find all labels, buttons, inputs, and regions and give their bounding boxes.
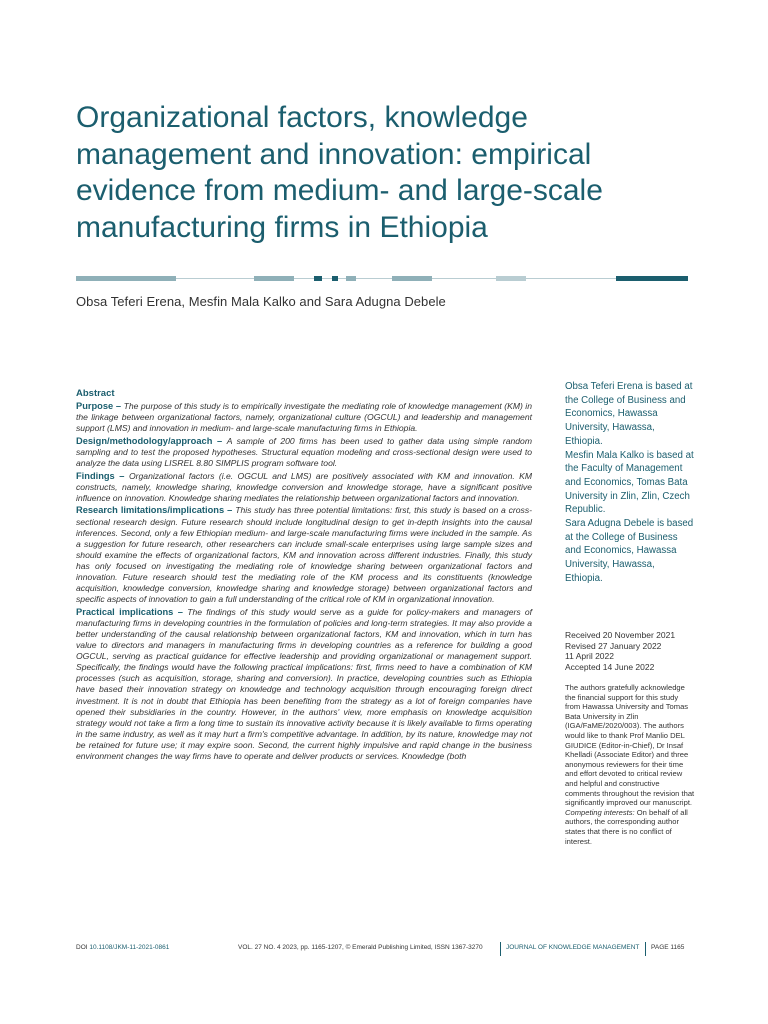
footer-divider: [645, 942, 646, 956]
abstract-practical: Practical implications – The findings of this study would serve as a guide for policy-makers and managers of manufacturing firms in developing countries in the formulation of policies and long-term strategies. It may also provide a better understanding of the causal relationship between organizational factors, KM and innovation, which in turn has value to directors and managers in manufacturing firms in developing countries as a reference for building a good OGCUL, serving as practical guidance for effective leadership and providing organizational or management support. Specifically, the findings would have the following practical implications: first, firms need to have a combination of KM processes (such as acquisition, storage, sharing and conversion). In practice, developing countries such as Ethiopia have based their innovation strategy on knowledge and technology acquisition through encouraging foreign direct investment. It is not in doubt that Ethiopia has been benefiting from the strategy as a lot of foreign companies have opened their subsidiaries in the country. However, in the authors' view, more emphasis on knowledge acquisition strategy would not take a firm a long time to sustain its innovative activity because it is likely available to firms operating in the same industry, as well as it may hurt a firm's competitive advantage. In addition, by its nature, knowledge may not be retained for future use; it may expire soon. Second, the current highly impulsive and rapid change in the business environment changes the way firms have to operate and deliver products or services. Knowledge (both: [76, 606, 532, 761]
article-title: Organizational factors, knowledge management and innovation: empirical evidence from medium- and large-scale manufacturing firms in Ethiopia: [76, 101, 603, 244]
revised-date: Revised 27 January 2022: [565, 640, 662, 651]
volume-info: VOL. 27 NO. 4 2023, pp. 1165-1207, © Emerald Publishing Limited, ISSN 1367-3270: [238, 944, 483, 951]
acknowledgement: [565, 683, 695, 846]
title-divider: [76, 276, 688, 281]
doi-link[interactable]: 10.1108/JKM-11-2021-0861: [89, 944, 170, 951]
abstract: [76, 388, 532, 764]
abstract-heading: Abstract: [76, 388, 115, 399]
page-footer: [76, 942, 688, 956]
page-number: PAGE 1165: [651, 944, 685, 951]
received-date: Received 20 November 2021: [565, 630, 676, 640]
affiliation-3: Sara Adugna Debele is based at the College of Business and Economics, Hawassa University, Hawassa, Ethiopia.: [565, 518, 694, 584]
doi: DOI 10.1108/JKM-11-2021-0861: [76, 944, 170, 951]
author-list: Obsa Teferi Erena, Mesfin Mala Kalko and Sara Adugna Debele: [76, 294, 446, 309]
article-history: [565, 630, 695, 672]
affiliation-1: Obsa Teferi Erena is based at the College of Business and Economics, Hawassa University, Hawassa, Ethiopia.: [565, 381, 693, 447]
abstract-purpose: Purpose – The purpose of this study is to empirically investigate the mediating role of knowledge management (KM) in the linkage between organizational factors, namely, organizational culture (OGCUL) and leadership and management support (LMS) and innovation in medium- and large-scale manufacturing firms in Ethiopia.: [76, 401, 532, 434]
author-affiliations: [565, 380, 695, 586]
affiliation-2: Mesfin Mala Kalko is based at the Faculty of Management and Economics, Tomas Bata University in Zlin, Zlin, Czech Republic.: [565, 449, 694, 516]
journal-name: JOURNAL OF KNOWLEDGE MANAGEMENT: [506, 944, 640, 951]
revised-date-2: 11 April 2022: [565, 651, 614, 661]
acknowledgement-text: The authors gratefully acknowledge the financial support for this study from Hawassa University and Tomas Bata University in Zlin (IGA/FaME/2020/003). The authors would like to thank Prof Manlio DEL GIUDICE (Editor-in-Chief), Dr Insaf Khelladi (Associate Editor) and three anonymous reviewers for their time and effort devoted to critical review and helpful and constructive comments throughout the revision that significantly improved our manuscript.: [565, 683, 695, 808]
abstract-findings: Findings – Organizational factors (i.e. OGCUL and LMS) are positively associated with KM and innovation. KM constructs, namely, knowledge sharing, knowledge conversion and knowledge storage, have a significant positive influence on innovation. Knowledge sharing mediates the relationship between organizational factors and innovation.: [76, 470, 532, 503]
competing-interests: Competing interests: On behalf of all authors, the corresponding author states that there is no conflict of interest.: [565, 807, 688, 846]
abstract-limitations: Research limitations/implications – This study has three potential limitations: first, this study is based on a cross-sectional research design. Future research should include longitudinal design to get in-depth insights into the causal inferences. Second, only a few Ethiopian medium- and large-scale manufacturing firms were included in the sample. As a suggestion for future research, other researchers can include small-scale enterprises using large sample sizes and should examine the effects of organizational factors, KM and innovation across different industries. Finally, this study has only focused on investigating the mediating role of knowledge sharing between organizational factors and innovation. Future research should test the mediating role of the KM process and its constituents (knowledge acquisition, knowledge conversion, knowledge sharing and knowledge storage) between organizational factors and specific aspects of innovation to gain a full understanding of the critical role of KM in organizational innovation.: [76, 505, 532, 605]
accepted-date: Accepted 14 June 2022: [565, 661, 655, 672]
abstract-design: Design/methodology/approach – A sample of 200 firms has been used to gather data using simple random sampling and to test the proposed hypotheses. Structural equation modeling and cross-sectional design were used to analyze the data using LISREL 8.80 SIMPLIS program software tool.: [76, 435, 532, 469]
footer-divider: [500, 942, 501, 956]
